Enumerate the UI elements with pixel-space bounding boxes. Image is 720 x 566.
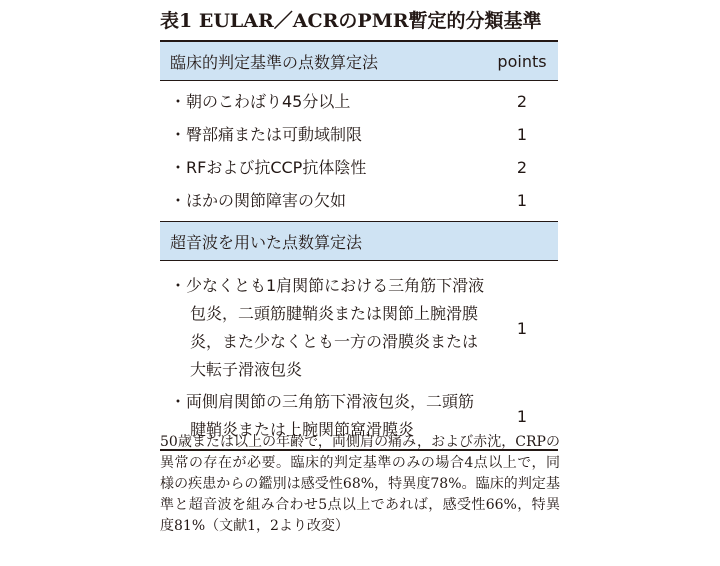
criterion-label: ・少なくとも1肩関節における三角筋下滑液包炎，二頭筋腱鞘炎または関節上腕滑膜炎，また少なくとも一方の滑膜炎または大転子滑液包炎 xyxy=(170,276,485,379)
clinical-section-header xyxy=(160,42,558,81)
criterion-label: ・RFおよび抗CCP抗体陰性 xyxy=(170,157,367,177)
table-row xyxy=(160,184,558,217)
ultrasound-section-header xyxy=(160,221,558,261)
criterion-points: 1 xyxy=(516,318,528,338)
criterion-label: ・両側肩関節の三角筋下滑液包炎，二頭筋腱鞘炎または上腕関節窩滑膜炎 xyxy=(170,392,475,439)
table-title: 表1 EULAR／ACRのPMR暫定的分類基準 xyxy=(160,10,542,32)
criterion-label: ・ほかの関節障害の欠如 xyxy=(170,190,347,210)
table-footnote: 50歳または以上の年齢で，両側肩の痛み，および赤沈，CRPの異常の存在が必要。臨床的判定基準のみの場合4点以上で，同様の疾患からの鑑別は感受性68%，特異度78%。臨床的判定基準と超音波を組み合わせ5点以上であれば，感受性66%，特異度81%（文献1，2より改変） xyxy=(160,434,560,534)
ultrasound-header-label: 超音波を用いた点数算定法 xyxy=(170,232,363,252)
criterion-points: 1 xyxy=(516,406,528,426)
points-header-label: points xyxy=(497,51,547,71)
criterion-label: ・臀部痛または可動域制限 xyxy=(170,124,363,144)
table-row xyxy=(160,151,558,184)
table-row xyxy=(160,118,558,151)
criterion-points: 2 xyxy=(516,158,528,177)
criteria-table xyxy=(160,40,558,451)
criterion-points: 1 xyxy=(516,125,528,144)
criterion-points: 2 xyxy=(516,92,528,111)
table-row xyxy=(160,85,558,118)
table-row xyxy=(160,271,558,385)
criterion-label: ・朝のこわばり45分以上 xyxy=(170,91,351,111)
clinical-header-label: 臨床的判定基準の点数算定法 xyxy=(170,52,379,72)
criterion-points: 1 xyxy=(516,191,528,210)
